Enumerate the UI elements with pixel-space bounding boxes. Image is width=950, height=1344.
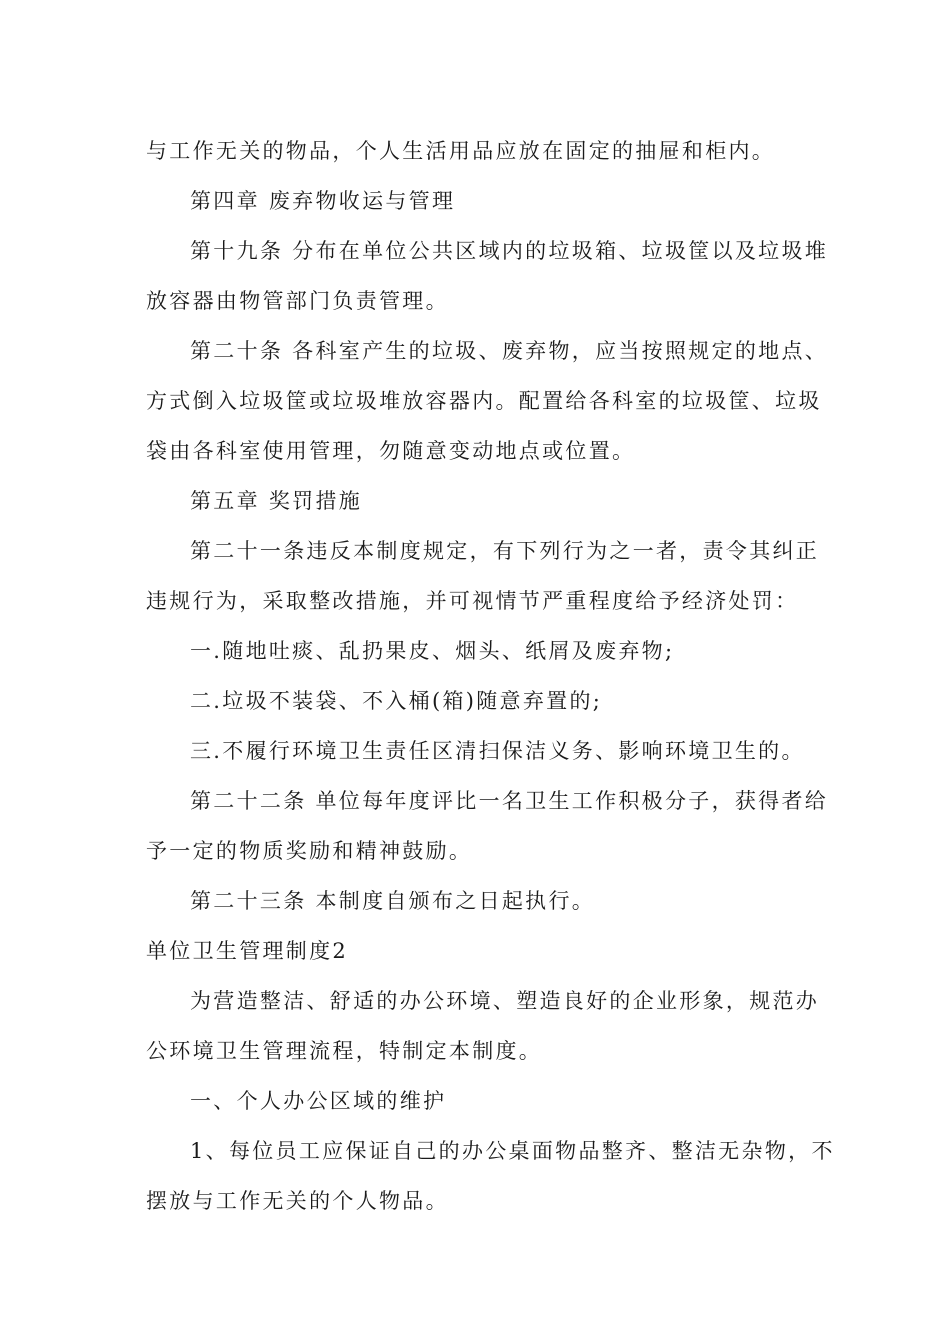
- paragraph-line: 与工作无关的物品，个人生活用品应放在固定的抽屉和柜内。: [146, 139, 776, 163]
- paragraph-line: 第二十条 各科室产生的垃圾、废弃物，应当按照规定的地点、: [190, 339, 829, 363]
- chapter-heading: 第五章 奖罚措施: [190, 489, 363, 513]
- paragraph-line: 予一定的物质奖励和精神鼓励。: [146, 839, 473, 863]
- list-item: 一.随地吐痰、乱扔果皮、烟头、纸屑及废弃物;: [190, 639, 675, 663]
- paragraph-line: 第十九条 分布在单位公共区域内的垃圾箱、垃圾筐以及垃圾堆: [190, 239, 829, 263]
- paragraph-line: 公环境卫生管理流程，特制定本制度。: [146, 1039, 543, 1063]
- paragraph-line: 第二十三条 本制度自颁布之日起执行。: [190, 889, 596, 913]
- paragraph-line: 为营造整洁、舒适的办公环境、塑造良好的企业形象，规范办: [190, 989, 820, 1013]
- list-item: 三.不履行环境卫生责任区清扫保洁义务、影响环境卫生的。: [190, 739, 805, 763]
- section-title: 单位卫生管理制度2: [146, 939, 349, 963]
- paragraph-line: 袋由各科室使用管理，勿随意变动地点或位置。: [146, 439, 636, 463]
- list-item: 二.垃圾不装袋、不入桶(箱)随意弃置的;: [190, 689, 603, 713]
- paragraph-line: 第二十二条 单位每年度评比一名卫生工作积极分子，获得者给: [190, 789, 829, 813]
- paragraph-line: 放容器由物管部门负责管理。: [146, 289, 449, 313]
- paragraph-line: 1、每位员工应保证自己的办公桌面物品整齐、整洁无杂物，不: [190, 1139, 835, 1163]
- paragraph-line: 摆放与工作无关的个人物品。: [146, 1189, 449, 1213]
- chapter-heading: 第四章 废弃物收运与管理: [190, 189, 456, 213]
- paragraph-line: 违规行为，采取整改措施，并可视情节严重程度给予经济处罚：: [146, 589, 799, 613]
- paragraph-line: 方式倒入垃圾筐或垃圾堆放容器内。配置给各科室的垃圾筐、垃圾: [146, 389, 822, 413]
- paragraph-line: 第二十一条违反本制度规定，有下列行为之一者，责令其纠正: [190, 539, 820, 563]
- section-heading: 一、个人办公区域的维护: [190, 1089, 447, 1113]
